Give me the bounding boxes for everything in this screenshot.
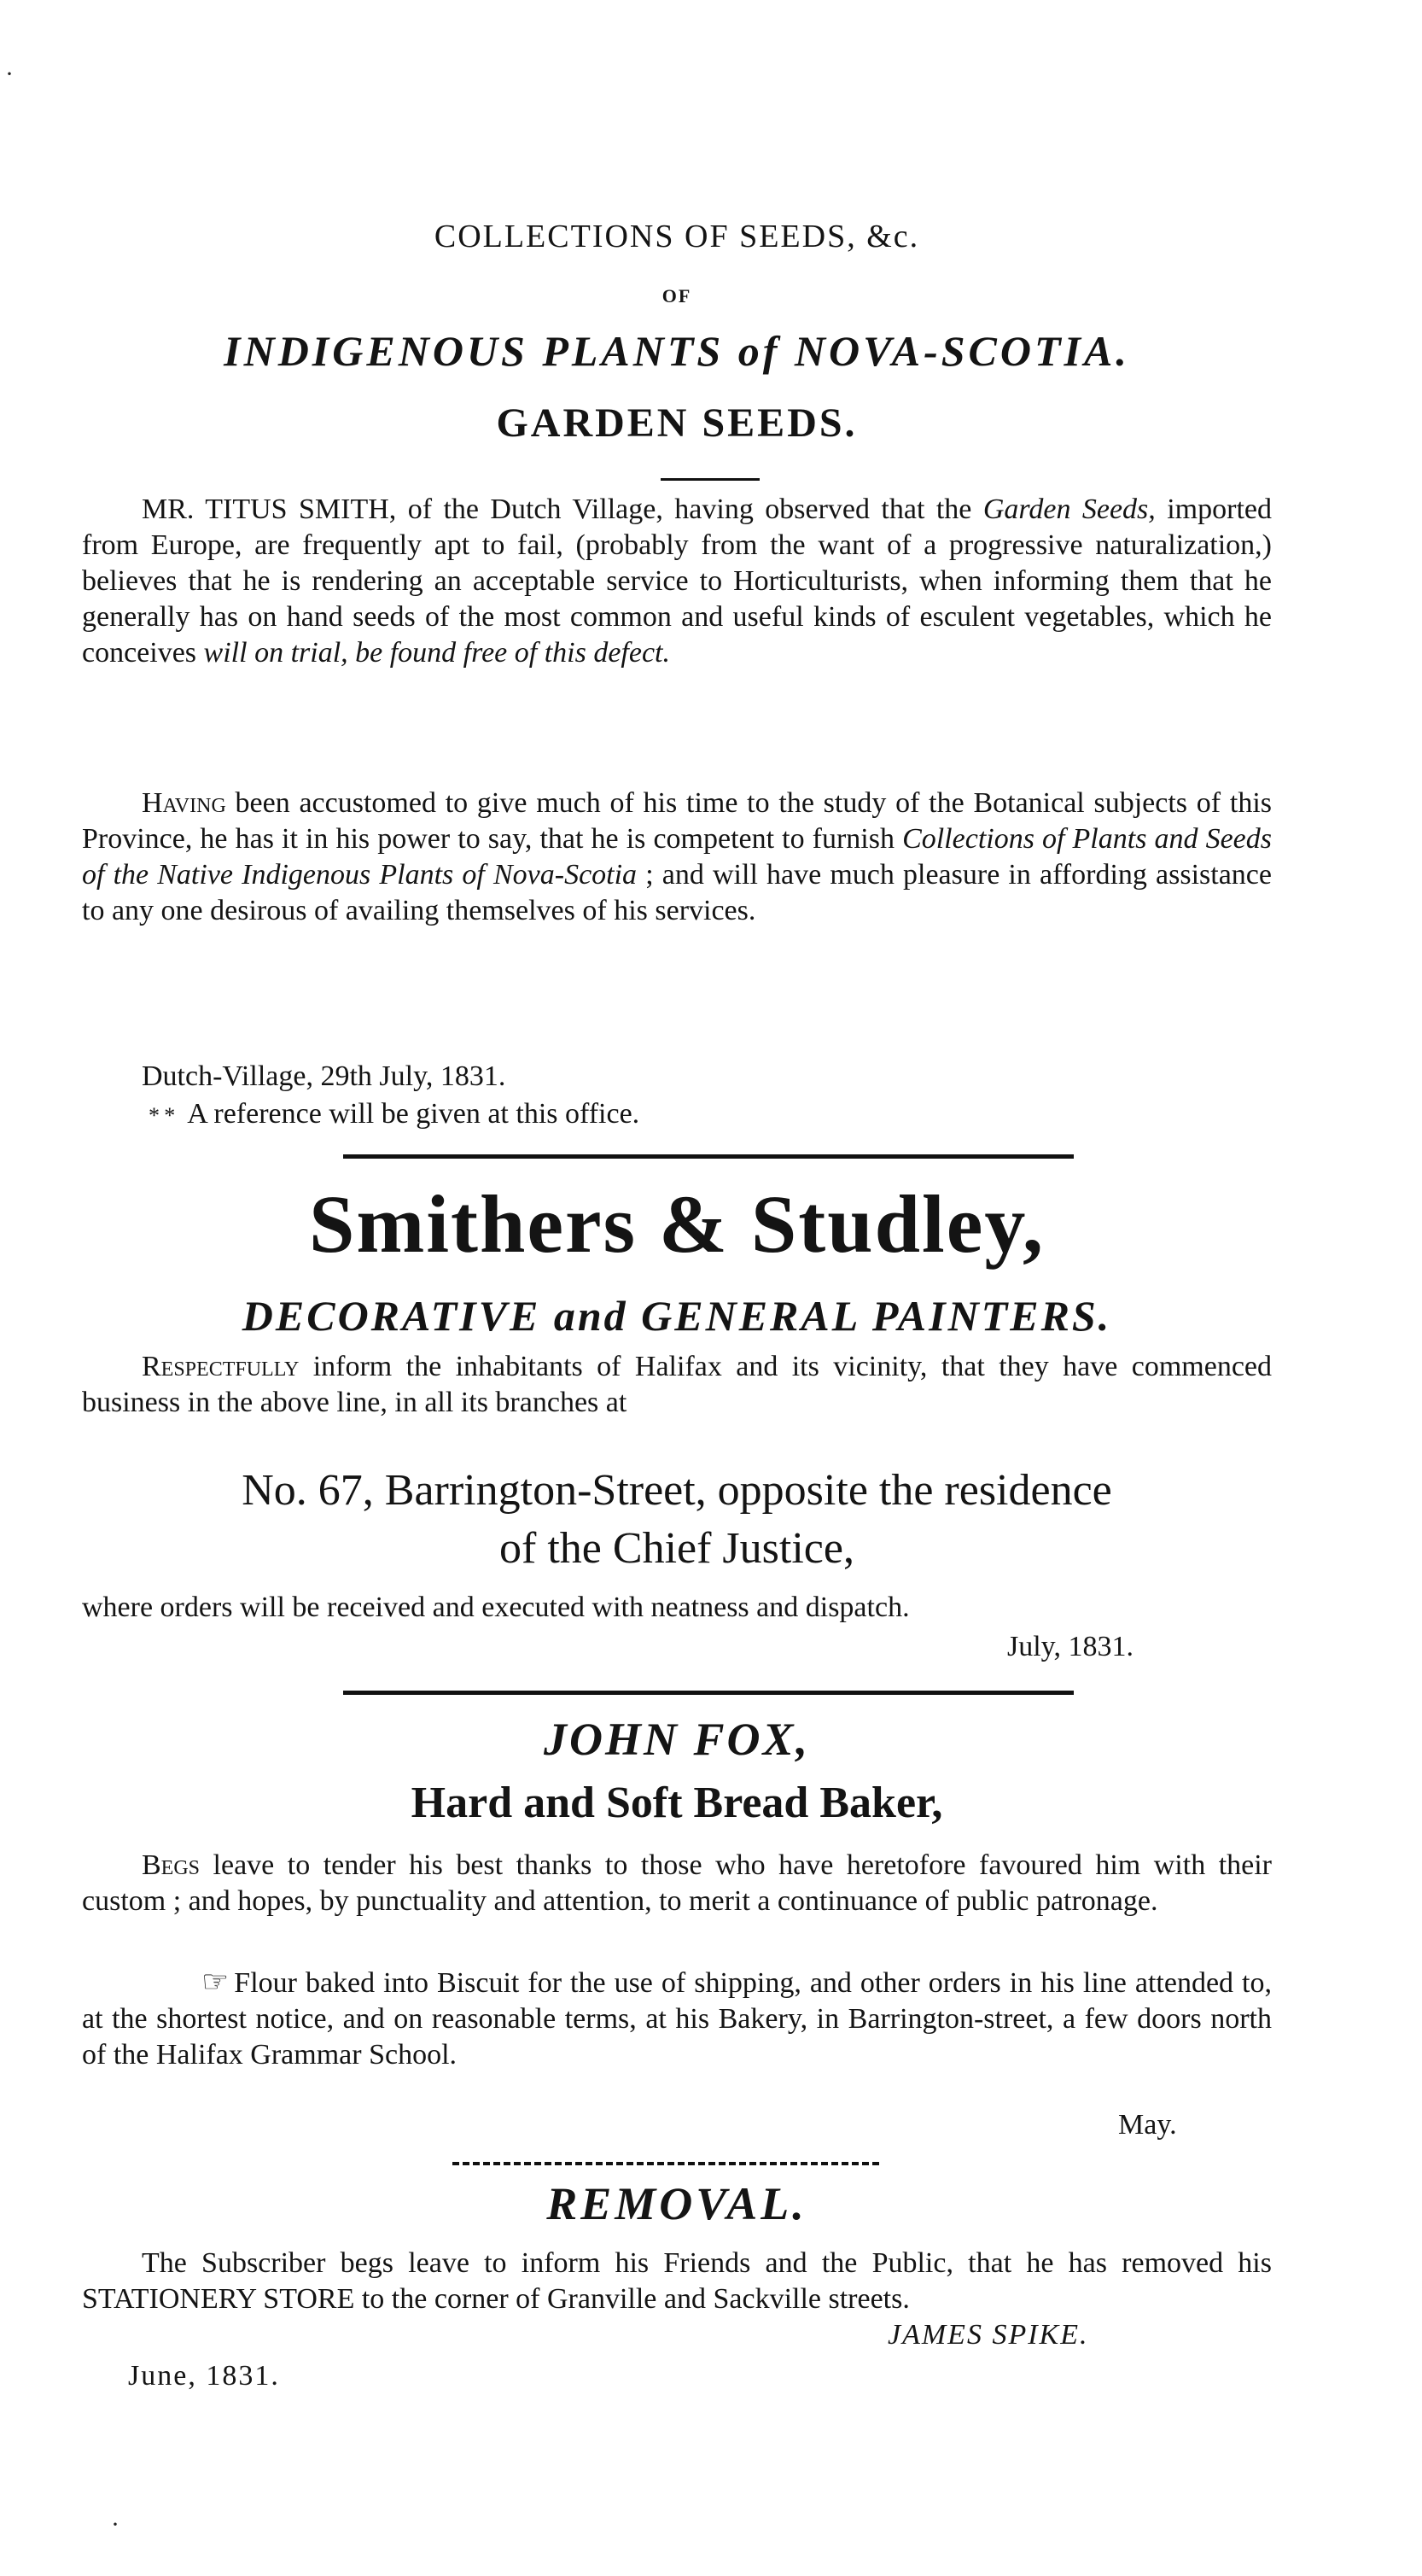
seeds-paragraph-1: MR. TITUS SMITH, of the Dutch Village, having observed that the Garden Seeds, imported from Europe, are frequently apt to fail, (probably from the want of a progressive naturalization,) believes that he is rendering an acceptable service to Horticulturists, when informing them that he generally has on hand seeds of the most common and useful kinds of esculent vegetables, which he conceives will on trial, be found free of this defect. [82, 494, 1272, 669]
baker-subtitle: Hard and Soft Bread Baker, [411, 1779, 943, 1827]
reference-asterisks: * * [149, 1103, 176, 1128]
baker-paragraph-1: Begs leave to tender his best thanks to those who have heretofore favoured him with their custom ; and hopes, by punctuality and attention, to merit a continuance of public patronage. [82, 1849, 1272, 1917]
baker-date: May. [1118, 2109, 1177, 2141]
pointing-hand-icon: ☞ [201, 1965, 230, 1999]
removal-date: June, 1831. [128, 2360, 280, 2392]
seeds-heading-line2: INDIGENOUS PLANTS of NOVA-SCOTIA. [224, 327, 1130, 375]
section-rule-1 [343, 1154, 1074, 1159]
baker-paragraph-2: ☞ Flour baked into Biscuit for the use of shipping, and other orders in his line attended to, at the shortest notice, and on reasonable terms, at his Bakery, in Barrington-street, a few doors north of the Halifax Grammar School. [82, 1965, 1272, 2071]
painters-address-line2: of the Chief Justice, [499, 1524, 854, 1573]
section-rule-2 [343, 1691, 1074, 1695]
removal-signature: JAMES SPIKE. [888, 2319, 1089, 2351]
painters-title: Smithers & Studley, [308, 1178, 1046, 1270]
painters-paragraph: Respectfully inform the inhabitants of Halifax and its vicinity, that they have commenced business in the above line, in all its branches at [82, 1351, 1272, 1418]
painters-date: July, 1831. [1007, 1631, 1134, 1662]
margin-speck: · [5, 60, 14, 88]
short-rule [661, 478, 760, 481]
seeds-reference: * * A reference will be given at this office. [149, 1098, 640, 1130]
seeds-heading-of: OF [661, 285, 692, 307]
seeds-paragraph-2: Having been accustomed to give much of his time to the study of the Botanical subjects of this Province, he has it in his power to say, that he is competent to furnish Collections of Plants and Seeds of the Native Indigenous Plants of Nova-Scotia ; and will have much pleasure in affording assistance to any one desirous of availing themselves of his services. [82, 787, 1272, 926]
removal-title: REMOVAL. [546, 2178, 807, 2229]
painters-subtitle: DECORATIVE and GENERAL PAINTERS. [242, 1292, 1112, 1340]
seeds-heading-line3: GARDEN SEEDS. [496, 400, 858, 446]
baker-title: JOHN FOX, [543, 1714, 811, 1765]
section-rule-3 [452, 2162, 879, 2165]
seeds-dateline: Dutch-Village, 29th July, 1831. [142, 1060, 506, 1092]
painters-address-line1: No. 67, Barrington-Street, opposite the residence [242, 1466, 1112, 1515]
seeds-heading-line1: COLLECTIONS OF SEEDS, &c. [434, 219, 920, 254]
removal-paragraph: The Subscriber begs leave to inform his Friends and the Public, that he has removed his STATIONERY STORE to the corner of Granville and Sackville streets. [82, 2247, 1272, 2315]
painters-closing: where orders will be received and executed with neatness and dispatch. [82, 1592, 910, 1623]
margin-speck: · [111, 2510, 119, 2538]
